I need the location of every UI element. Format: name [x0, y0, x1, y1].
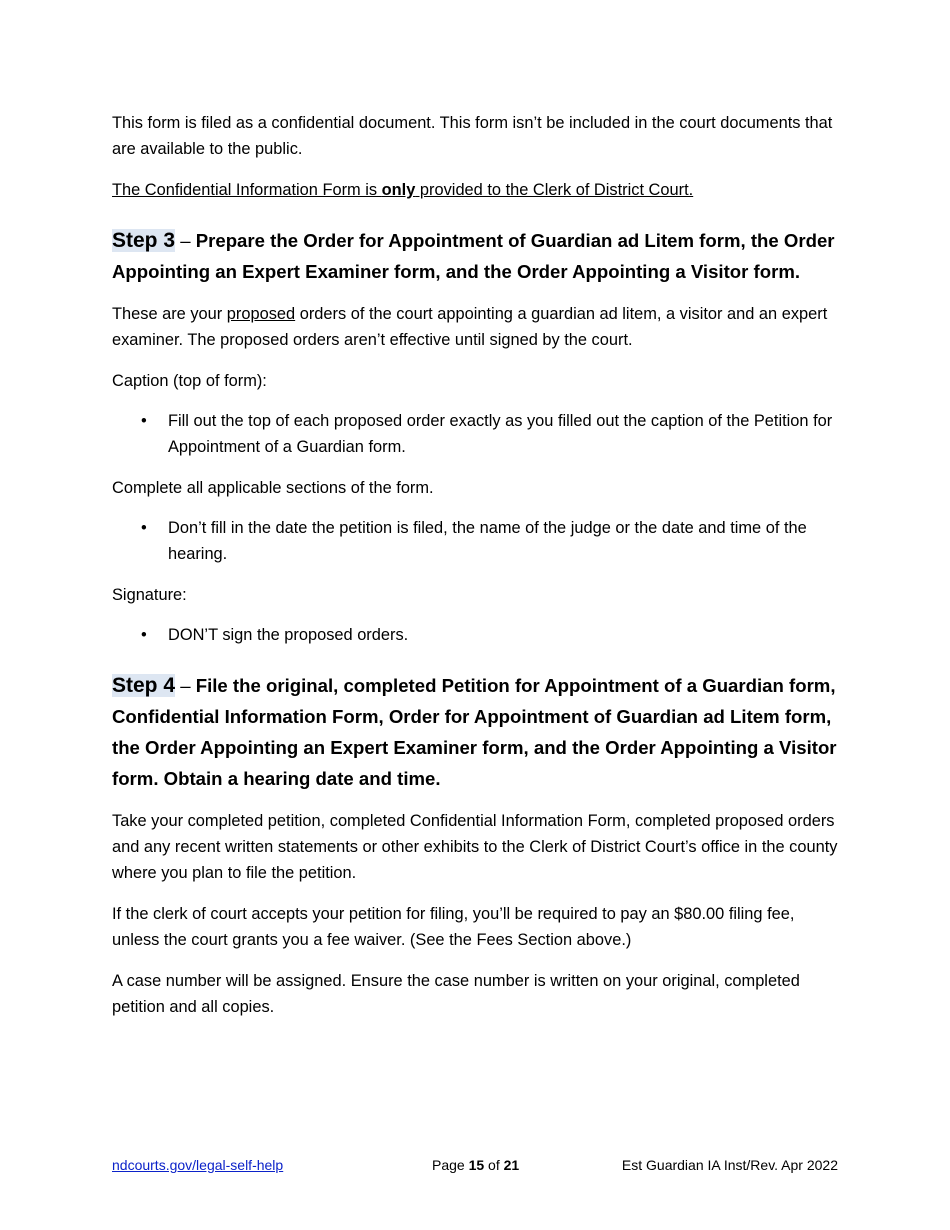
signature-label: Signature:	[112, 586, 187, 604]
step-4-paragraph-1: Take your completed petition, completed Confidential Information Form, completed proposed orders and any recent written statements or other exhibits to the Clerk of District Court’s office in the county where you plan to file the petition.	[112, 812, 838, 882]
step-3-title: Prepare the Order for Appointment of Guardian ad Litem form, the Order Appointing an Expert Examiner form, and the Order Appointing a Visitor form.	[112, 230, 835, 282]
page-content	[112, 110, 842, 1020]
step-4-heading: Step 4 – File the original, completed Petition for Appointment of a Guardian form, Confidential Information Form, Order for Appointment of Guardian ad Litem form, the Order Appointing an Expert Examiner form, and the Order Appointing a Visitor form. Obtain a hearing date and time.	[112, 674, 837, 789]
caption-label: Caption (top of form):	[112, 372, 267, 390]
step-3-heading: Step 3 – Prepare the Order for Appointment of Guardian ad Litem form, the Order Appointing an Expert Examiner form, and the Order Appointing a Visitor form.	[112, 229, 835, 282]
complete-label: Complete all applicable sections of the form.	[112, 479, 434, 497]
legal-self-help-link[interactable]: ndcourts.gov/legal-self-help	[112, 1157, 284, 1173]
step-4-paragraph-3: A case number will be assigned. Ensure the case number is written on your original, completed petition and all copies.	[112, 972, 800, 1016]
confidential-note	[112, 177, 842, 203]
confidential-note-underlined: The Confidential Information Form is only provided to the Clerk of District Court.	[112, 181, 694, 199]
step-4-label: Step 4	[112, 674, 176, 697]
step-3-intro: These are your proposed orders of the court appointing a guardian ad litem, a visitor and an expert examiner. The proposed orders aren’t effective until signed by the court.	[112, 305, 828, 349]
page-number: Page 15 of 21	[432, 1157, 520, 1173]
confidential-paragraph: This form is filed as a confidential document. This form isn’t be included in the court documents that are available to the public.	[112, 114, 833, 158]
caption-list	[112, 408, 842, 460]
page-footer	[112, 1155, 838, 1175]
list-item: • Don’t fill in the date the petition is filed, the name of the judge or the date and time of the hearing.	[141, 519, 807, 563]
complete-list	[112, 515, 842, 567]
list-item: • DON’T sign the proposed orders.	[141, 626, 409, 644]
revision-label: Est Guardian IA Inst/Rev. Apr 2022	[621, 1157, 838, 1173]
list-item: • Fill out the top of each proposed order exactly as you filled out the caption of the Petition for Appointment of a Guardian form.	[141, 412, 833, 456]
step-4-paragraph-2: If the clerk of court accepts your petition for filing, you’ll be required to pay an $80.00 filing fee, unless the court grants you a fee waiver. (See the Fees Section above.)	[112, 905, 795, 949]
step-3-label: Step 3	[112, 229, 176, 252]
step-4-title: File the original, completed Petition for Appointment of a Guardian form, Confidential Information Form, Order for Appointment of Guardian ad Litem form, the Order Appointing an Expert Examiner form, and the Order Appointing a Visitor form. Obtain a hearing date and time.	[112, 675, 837, 789]
signature-list	[112, 622, 842, 648]
